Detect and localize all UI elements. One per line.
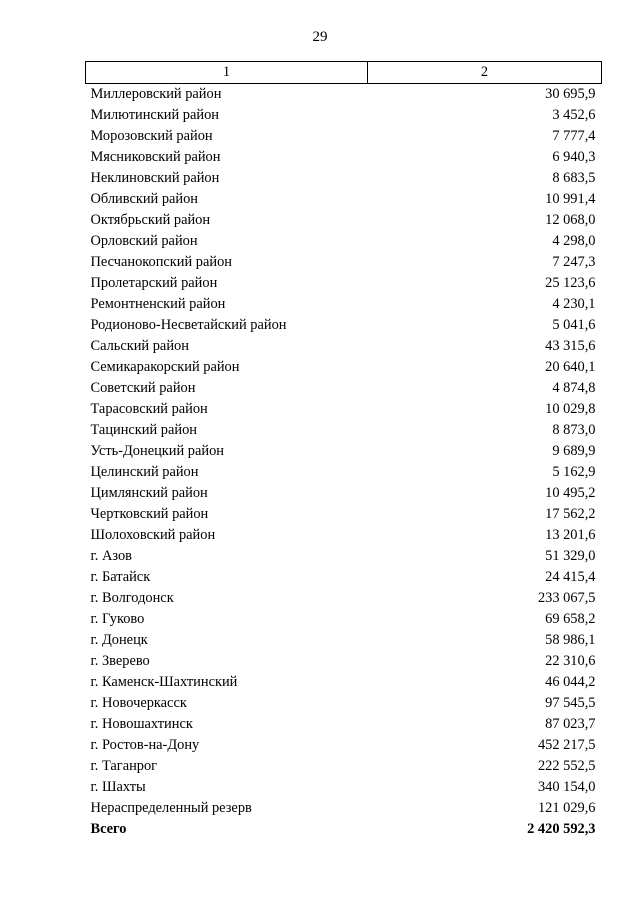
row-name: г. Новочеркасск	[90, 695, 187, 711]
row-value: 10 495,2	[545, 485, 596, 501]
table-row	[86, 105, 602, 126]
table-row	[86, 651, 602, 672]
row-name: Чертковский район	[90, 506, 209, 522]
table-row	[86, 462, 602, 483]
row-value: 7 247,3	[552, 254, 596, 270]
row-name: Морозовский район	[90, 128, 213, 144]
row-name: г. Азов	[90, 548, 132, 564]
table-header-row	[86, 62, 602, 84]
table-row	[86, 756, 602, 777]
row-name: Орловский район	[90, 233, 198, 249]
row-name: г. Гуково	[90, 611, 145, 627]
column-header-2: 2	[368, 62, 602, 84]
row-value: 46 044,2	[545, 674, 596, 690]
table-row	[86, 189, 602, 210]
page-number: 29	[312, 29, 328, 45]
table-row	[86, 84, 602, 106]
row-value: 10 991,4	[545, 191, 596, 207]
row-value: 4 298,0	[552, 233, 596, 249]
row-value: 7 777,4	[552, 128, 596, 144]
row-name: Советский район	[90, 380, 196, 396]
row-value: 9 689,9	[552, 443, 596, 459]
table-row	[86, 420, 602, 441]
row-name: Мясниковский район	[90, 149, 221, 165]
row-value: 340 154,0	[537, 779, 596, 795]
table-header	[86, 62, 602, 84]
table-row	[86, 546, 602, 567]
row-name: Цимлянский район	[90, 485, 208, 501]
table-row	[86, 567, 602, 588]
table-row	[86, 777, 602, 798]
row-value: 30 695,9	[545, 86, 596, 102]
row-value: 5 162,9	[552, 464, 596, 480]
row-value: 22 310,6	[545, 653, 596, 669]
row-name: г. Шахты	[90, 779, 146, 795]
row-name: Тарасовский район	[90, 401, 208, 417]
total-row	[86, 819, 602, 840]
table-row	[86, 336, 602, 357]
row-name: г. Волгодонск	[90, 590, 174, 606]
row-name: Милютинский район	[90, 107, 219, 123]
row-value: 24 415,4	[545, 569, 596, 585]
row-name: Сальский район	[90, 338, 189, 354]
table-row	[86, 378, 602, 399]
row-name: Неклиновский район	[90, 170, 220, 186]
table-row	[86, 735, 602, 756]
row-value: 12 068,0	[545, 212, 596, 228]
table-row	[86, 441, 602, 462]
table-row	[86, 588, 602, 609]
row-value: 121 029,6	[537, 800, 596, 816]
row-name: г. Каменск-Шахтинский	[90, 674, 238, 690]
row-name: г. Батайск	[90, 569, 151, 585]
row-value: 8 873,0	[552, 422, 596, 438]
row-name: Пролетарский район	[90, 275, 218, 291]
row-name: Целинский район	[90, 464, 199, 480]
row-value: 87 023,7	[545, 716, 596, 732]
row-value: 4 230,1	[552, 296, 596, 312]
allocation-table	[85, 61, 602, 840]
table-row	[86, 168, 602, 189]
total-label: Всего	[90, 821, 127, 837]
row-value: 6 940,3	[552, 149, 596, 165]
table-row	[86, 630, 602, 651]
row-value: 58 986,1	[545, 632, 596, 648]
row-value: 222 552,5	[537, 758, 596, 774]
table-row	[86, 126, 602, 147]
table-row	[86, 147, 602, 168]
row-name: Октябрьский район	[90, 212, 211, 228]
row-name: г. Зверево	[90, 653, 150, 669]
row-name: Обливский район	[90, 191, 199, 207]
table-body	[86, 84, 602, 841]
column-header-1: 1	[86, 62, 368, 84]
table-row	[86, 672, 602, 693]
row-name: Родионово-Несветайский район	[90, 317, 287, 333]
table-row	[86, 714, 602, 735]
row-value: 17 562,2	[545, 506, 596, 522]
row-name: г. Донецк	[90, 632, 148, 648]
row-value: 233 067,5	[537, 590, 596, 606]
table-row	[86, 210, 602, 231]
row-name: Семикаракорский район	[90, 359, 240, 375]
row-name: Шолоховский район	[90, 527, 216, 543]
table-row	[86, 315, 602, 336]
table-row	[86, 252, 602, 273]
row-value: 97 545,5	[545, 695, 596, 711]
row-value: 3 452,6	[552, 107, 596, 123]
table-row	[86, 504, 602, 525]
row-name: г. Новошахтинск	[90, 716, 193, 732]
row-name: Песчанокопский район	[90, 254, 232, 270]
row-name: г. Таганрог	[90, 758, 158, 774]
row-name: Ремонтненский район	[90, 296, 226, 312]
table-row	[86, 357, 602, 378]
row-value: 452 217,5	[537, 737, 596, 753]
row-value: 25 123,6	[545, 275, 596, 291]
row-value: 69 658,2	[545, 611, 596, 627]
row-value: 43 315,6	[545, 338, 596, 354]
total-value: 2 420 592,3	[527, 821, 596, 837]
row-value: 51 329,0	[545, 548, 596, 564]
table-row	[86, 483, 602, 504]
row-value: 5 041,6	[552, 317, 596, 333]
row-name: Нераспределенный резерв	[90, 800, 252, 816]
row-value: 10 029,8	[545, 401, 596, 417]
table-row	[86, 294, 602, 315]
table-row	[86, 273, 602, 294]
row-value: 8 683,5	[552, 170, 596, 186]
row-name: Усть-Донецкий район	[90, 443, 224, 459]
row-value: 20 640,1	[545, 359, 596, 375]
row-value: 13 201,6	[545, 527, 596, 543]
table-row	[86, 525, 602, 546]
table-row	[86, 798, 602, 819]
row-name: Миллеровский район	[90, 86, 222, 102]
table-row	[86, 609, 602, 630]
table-row	[86, 399, 602, 420]
row-value: 4 874,8	[552, 380, 596, 396]
row-name: г. Ростов-на-Дону	[90, 737, 200, 753]
table-row	[86, 693, 602, 714]
table-row	[86, 231, 602, 252]
row-name: Тацинский район	[90, 422, 197, 438]
